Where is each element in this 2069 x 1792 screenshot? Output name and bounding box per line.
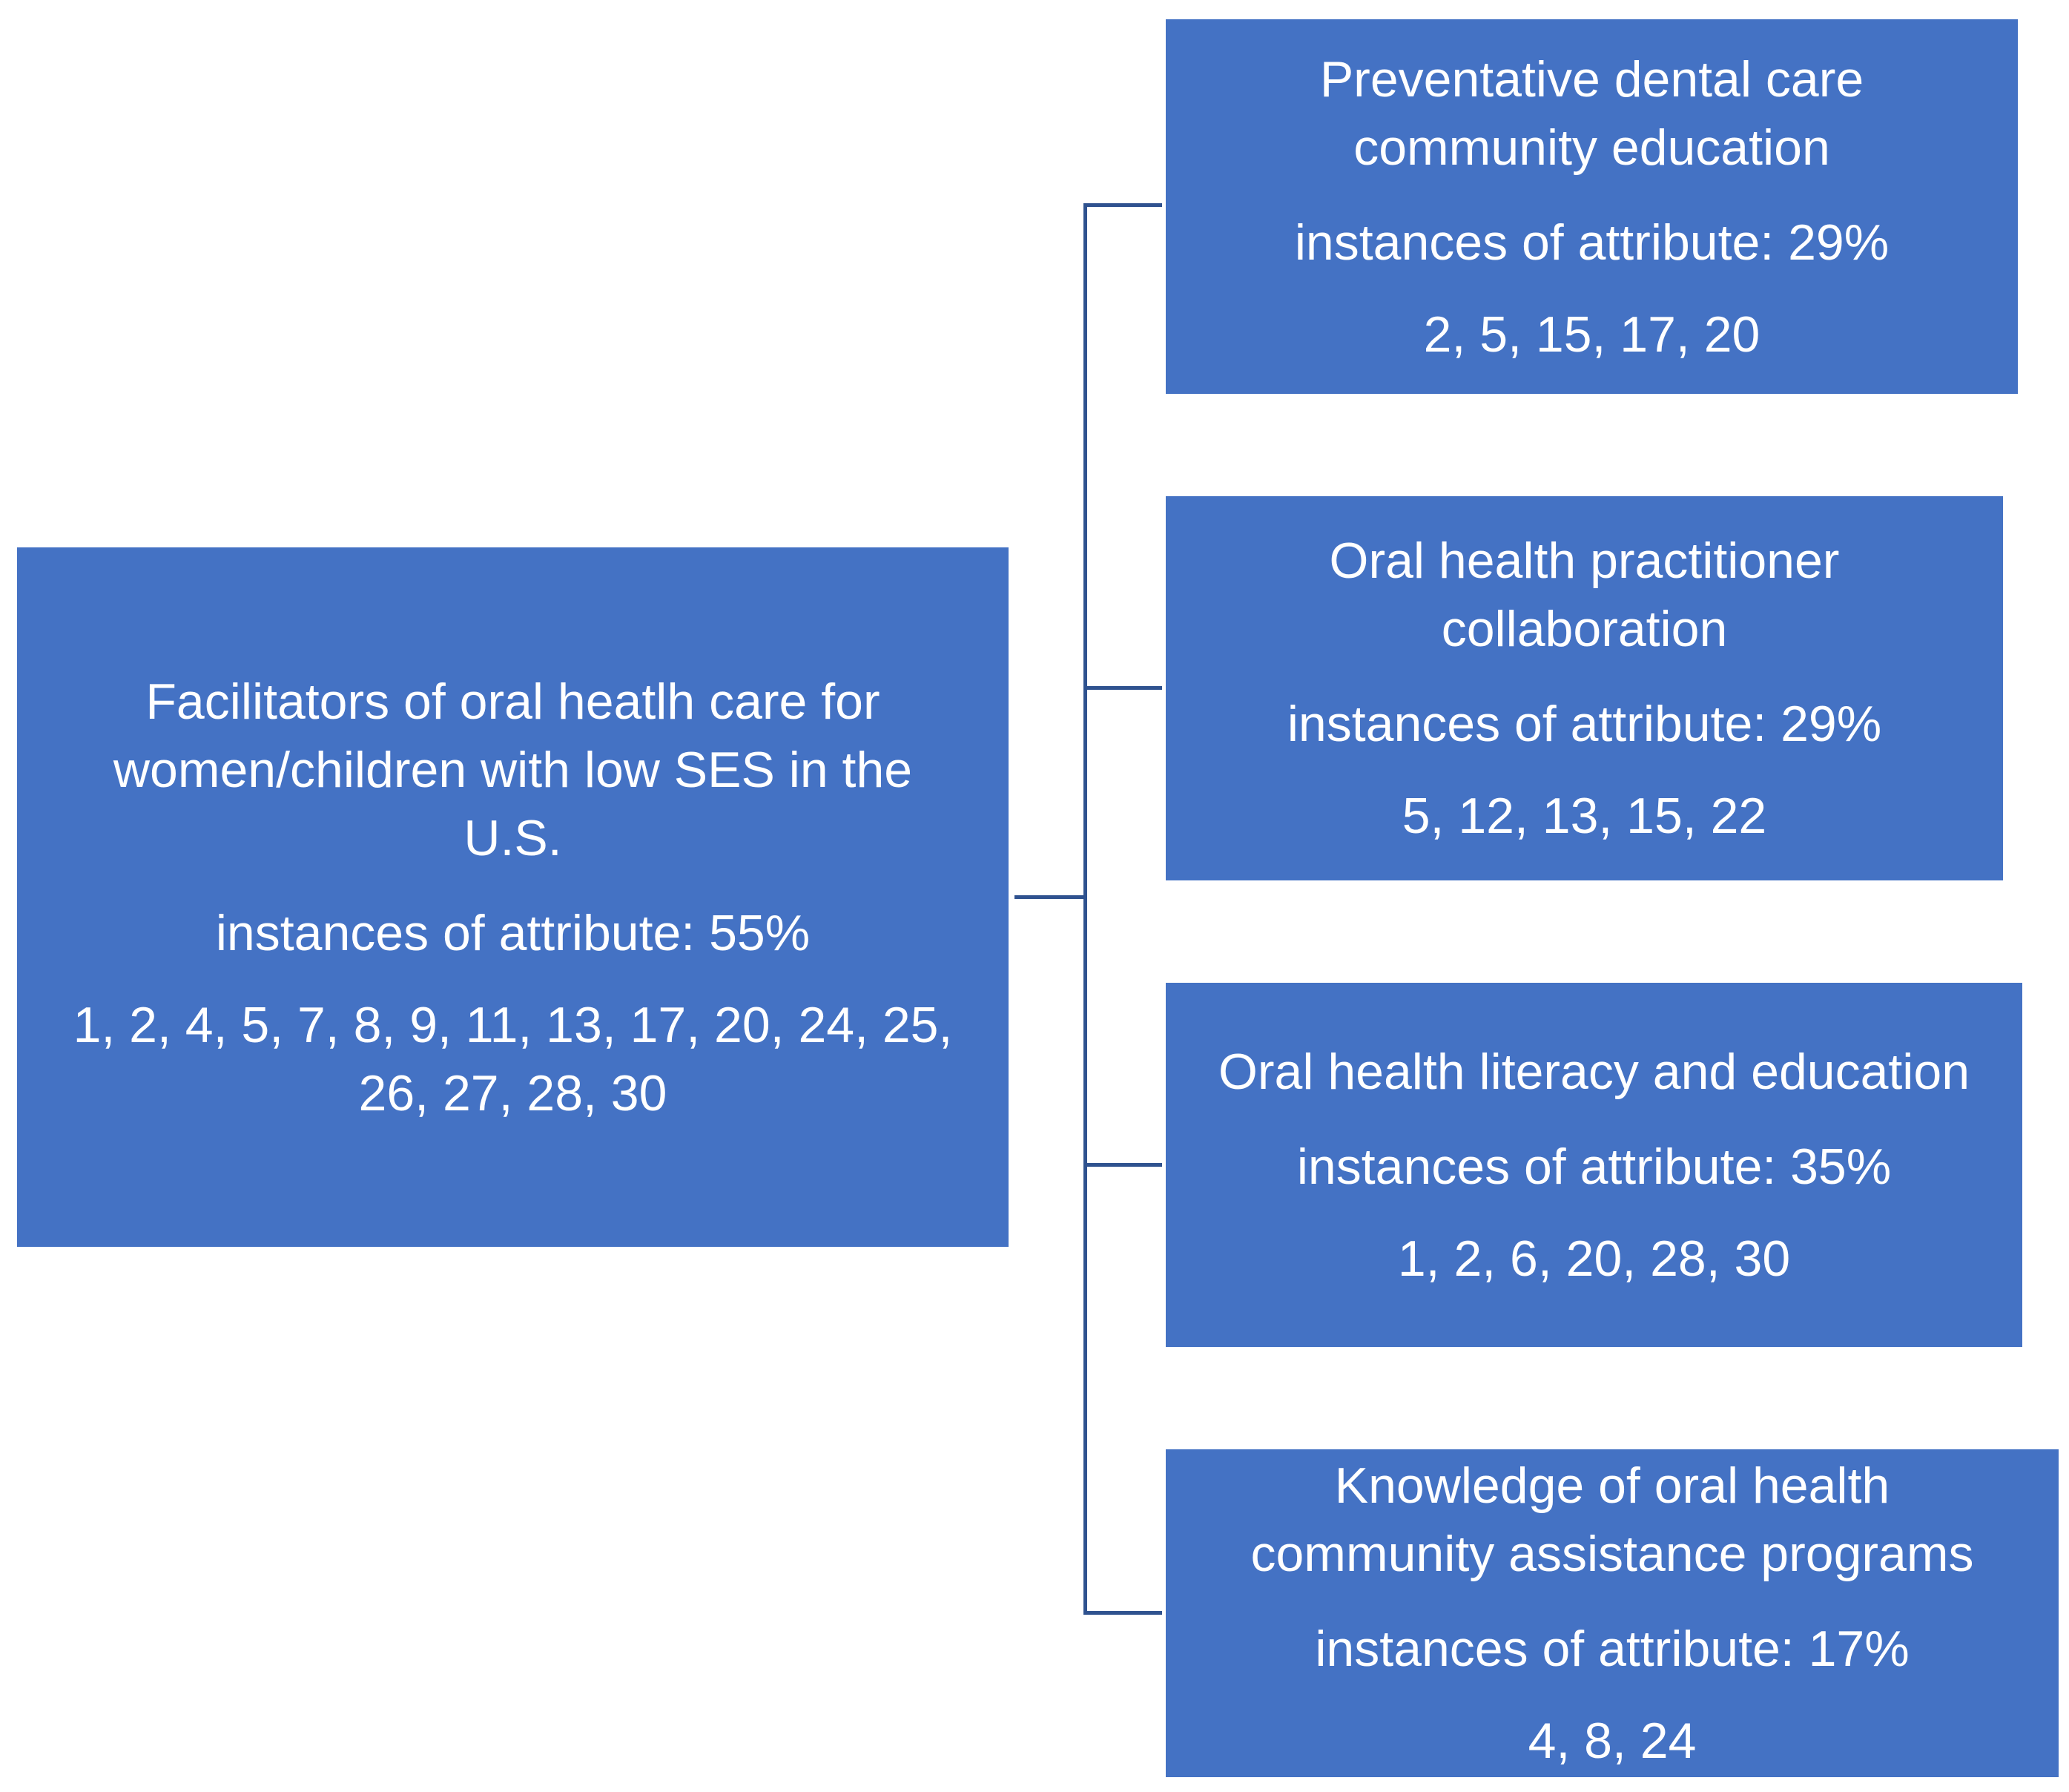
child-node-literacy-education xyxy=(1166,983,2022,1347)
root-node xyxy=(17,547,1009,1247)
child-node-practitioner-collaboration xyxy=(1166,496,2003,880)
child-title xyxy=(1250,1452,1973,1588)
connector-trunk xyxy=(1083,203,1087,1615)
child-instances: instances of attribute: 35% xyxy=(1296,1138,1892,1195)
root-title-line: Facilitators of oral heatlh care for xyxy=(145,673,880,730)
child-title-line: Knowledge of oral health xyxy=(1334,1457,1890,1514)
root-title-line: women/children with low SES in the xyxy=(113,741,913,798)
child-refs: 2, 5, 15, 17, 20 xyxy=(1423,306,1761,363)
child-title-line: Preventative dental care xyxy=(1319,50,1864,108)
root-refs-line: 26, 27, 28, 30 xyxy=(358,1064,667,1121)
child-title xyxy=(1218,1038,1970,1106)
child-title-line: community assistance programs xyxy=(1250,1526,1974,1582)
connector-branch-1 xyxy=(1083,686,1162,690)
connector-branch-2 xyxy=(1083,1163,1162,1167)
child-title xyxy=(1320,45,1864,182)
child-title-line: Oral health literacy and education xyxy=(1218,1043,1970,1100)
child-instances: instances of attribute: 17% xyxy=(1315,1621,1910,1677)
child-node-preventative-dental-care xyxy=(1166,19,2018,394)
child-refs: 1, 2, 6, 20, 28, 30 xyxy=(1397,1230,1791,1287)
connector-branch-0 xyxy=(1083,203,1162,207)
child-refs: 4, 8, 24 xyxy=(1528,1713,1697,1769)
root-title-line: U.S. xyxy=(463,809,562,866)
child-node-community-assistance xyxy=(1166,1449,2059,1777)
root-refs xyxy=(73,991,953,1127)
child-title-line: collaboration xyxy=(1441,601,1728,657)
root-title xyxy=(113,668,912,872)
child-instances: instances of attribute: 29% xyxy=(1287,696,1882,752)
child-title xyxy=(1330,527,1840,663)
child-instances: instances of attribute: 29% xyxy=(1294,214,1890,271)
root-instances: instances of attribute: 55% xyxy=(215,904,811,961)
connector-root-stub xyxy=(1014,895,1086,899)
child-title-line: community education xyxy=(1353,119,1830,176)
child-refs: 5, 12, 13, 15, 22 xyxy=(1402,788,1767,844)
connector-branch-3 xyxy=(1083,1611,1162,1615)
child-title-line: Oral health practitioner xyxy=(1329,533,1840,589)
root-refs-line: 1, 2, 4, 5, 7, 8, 9, 11, 13, 17, 20, 24, 25, xyxy=(73,996,953,1053)
